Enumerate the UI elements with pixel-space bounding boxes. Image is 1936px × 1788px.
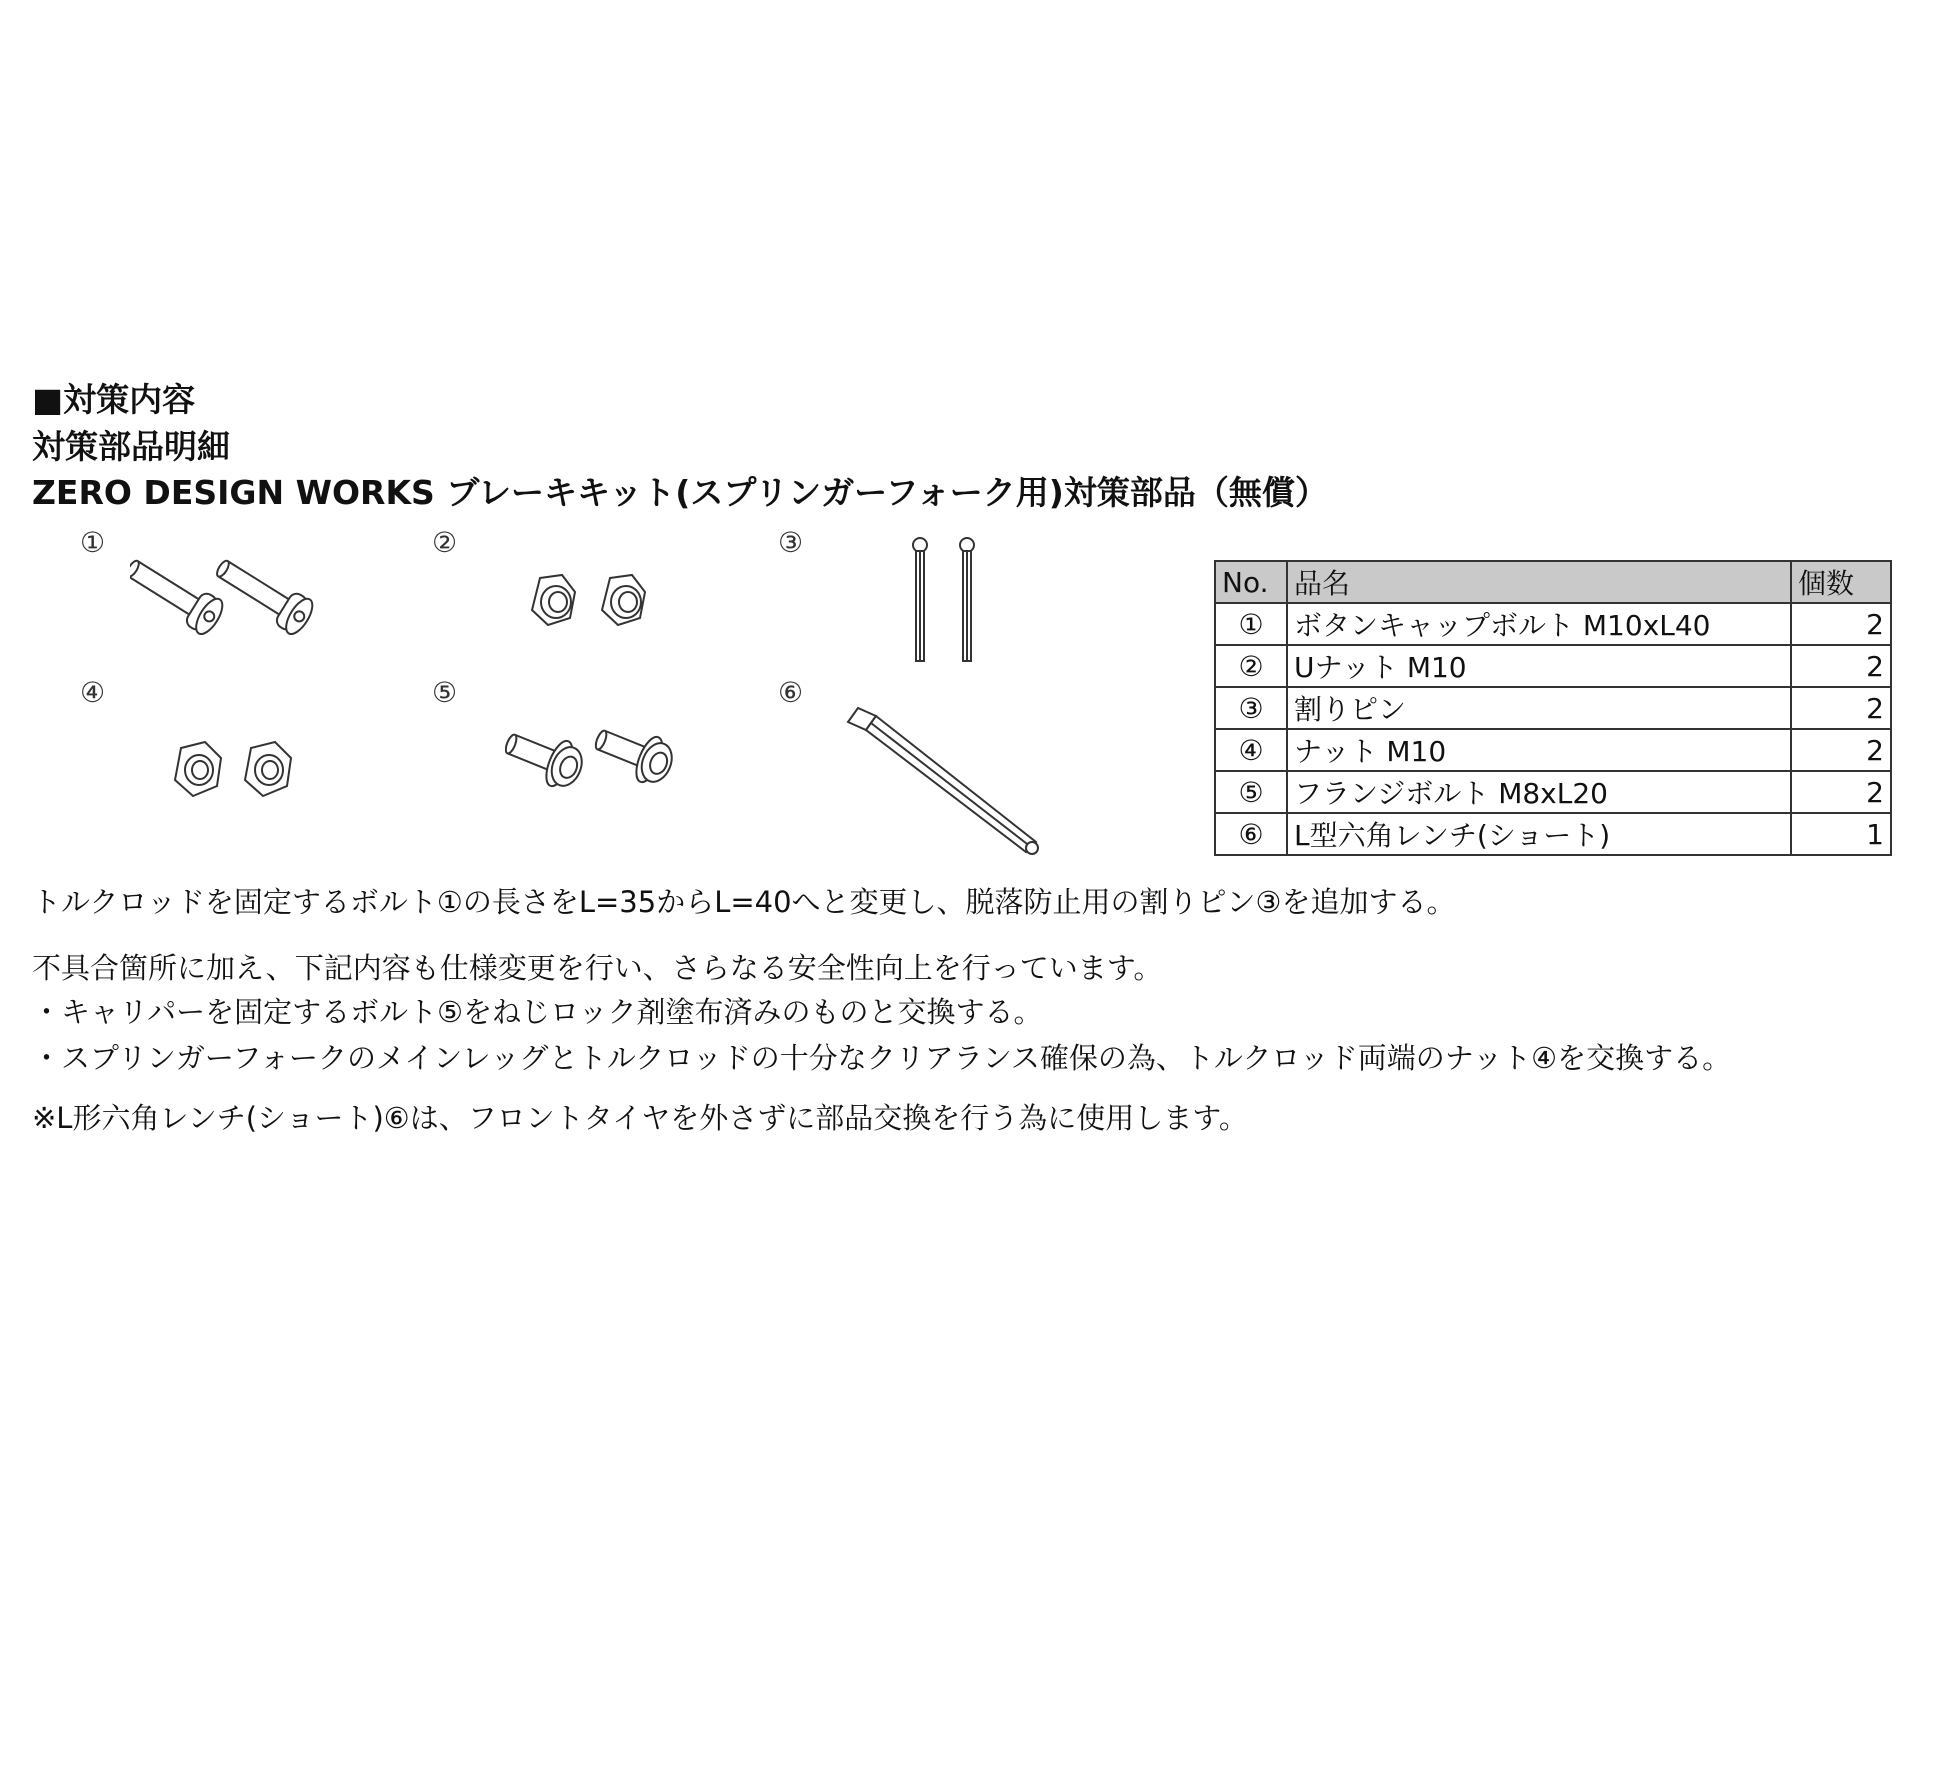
- u-nut-icon: [520, 570, 670, 640]
- row-no: ③: [1215, 687, 1287, 729]
- table-row: [1215, 687, 1891, 729]
- spec-change-item-nut: ・スプリンガーフォークのメインレッグとトルクロッドの十分なクリアランス確保の為、トルクロッド両端のナット④を交換する。: [32, 1041, 1732, 1075]
- hex-nut-icon: [165, 738, 315, 808]
- part-label-4: ④: [80, 676, 106, 709]
- row-name: 割りピン: [1287, 687, 1791, 729]
- hex-wrench-icon: [840, 700, 1050, 860]
- subtitle: 対策部品明細: [32, 427, 230, 466]
- row-name: ナット M10: [1287, 729, 1791, 771]
- row-qty: 2: [1791, 729, 1891, 771]
- part-label-3: ③: [778, 526, 804, 559]
- flange-bolt-icon: [505, 720, 705, 820]
- row-no: ②: [1215, 645, 1287, 687]
- row-qty: 1: [1791, 813, 1891, 855]
- row-qty: 2: [1791, 603, 1891, 645]
- parts-table: [1214, 560, 1892, 856]
- part-label-5: ⑤: [432, 676, 458, 709]
- part-label-6: ⑥: [778, 676, 804, 709]
- row-name: L型六角レンチ(ショート): [1287, 813, 1791, 855]
- row-no: ④: [1215, 729, 1287, 771]
- part-label-2: ②: [432, 526, 458, 559]
- row-no: ⑥: [1215, 813, 1287, 855]
- kit-title: ZERO DESIGN WORKS ブレーキキット(スプリンガーフォーク用)対策部品（無償）: [32, 473, 1328, 512]
- header-no: No.: [1215, 561, 1287, 603]
- table-header-row: [1215, 561, 1891, 603]
- header-name: 品名: [1287, 561, 1791, 603]
- row-name: フランジボルト M8xL20: [1287, 771, 1791, 813]
- row-qty: 2: [1791, 645, 1891, 687]
- row-qty: 2: [1791, 771, 1891, 813]
- table-row: [1215, 771, 1891, 813]
- row-name: ボタンキャップボルト M10xL40: [1287, 603, 1791, 645]
- spec-change-intro: 不具合箇所に加え、下記内容も仕様変更を行い、さらなる安全性向上を行っています。: [32, 951, 1163, 985]
- row-qty: 2: [1791, 687, 1891, 729]
- table-row: [1215, 603, 1891, 645]
- row-no: ⑤: [1215, 771, 1287, 813]
- table-row: [1215, 729, 1891, 771]
- cotter-pin-icon: [895, 535, 995, 670]
- part-label-1: ①: [80, 526, 106, 559]
- row-no: ①: [1215, 603, 1287, 645]
- button-cap-bolt-icon: [130, 550, 350, 670]
- spec-change-item-caliper: ・キャリパーを固定するボルト⑤をねじロック剤塗布済みのものと交換する。: [32, 995, 1043, 1029]
- section-title: ■対策内容: [32, 380, 196, 419]
- wrench-note: ※L形六角レンチ(ショート)⑥は、フロントタイヤを外さずに部品交換を行う為に使用します。: [32, 1101, 1248, 1135]
- description-paragraph: トルクロッドを固定するボルト①の長さをL=35からL=40へと変更し、脱落防止用の割りピン③を追加する。: [32, 885, 1456, 919]
- row-name: Uナット M10: [1287, 645, 1791, 687]
- table-row: [1215, 813, 1891, 855]
- table-row: [1215, 645, 1891, 687]
- header-qty: 個数: [1791, 561, 1891, 603]
